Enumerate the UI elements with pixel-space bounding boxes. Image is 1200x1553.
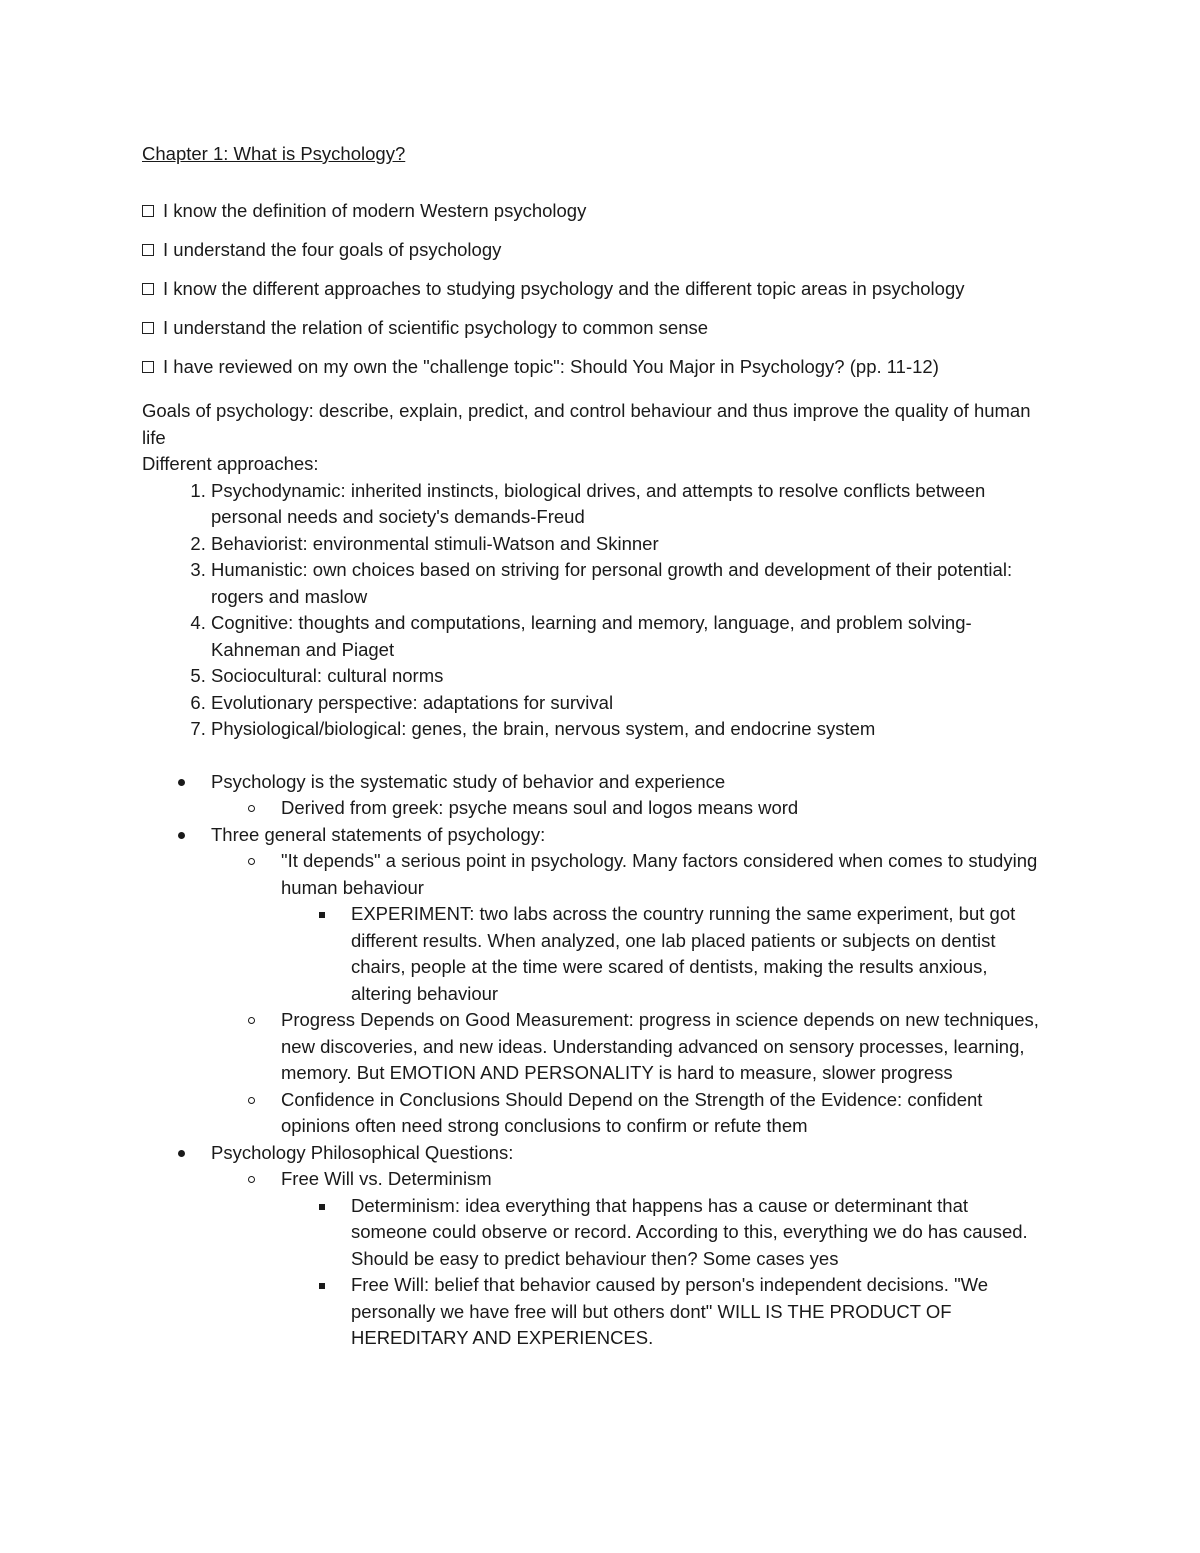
detail-bullet-item [281,1272,1042,1352]
document-page [142,140,1042,1352]
sub-bullet-item [211,1087,1042,1140]
sub-bullet-text: Progress Depends on Good Measurement: progress in science depends on new techniques, new discoveries, and new ideas. Understanding advanced on sensory processes, learning, memory. But EMOTION AND PERSONALITY is hard to measure, slower progress [281,1009,1039,1083]
approach-item: 5. Sociocultural: cultural norms [211,663,1042,690]
checklist-item-label: I understand the four goals of psychology [163,239,502,260]
sub-bullet-text: Confidence in Conclusions Should Depend on the Strength of the Evidence: confident opinions often need strong conclusions to confirm or refute them [281,1088,983,1136]
approaches-heading: Different approaches: [142,453,319,474]
checkbox-icon [142,244,154,256]
checklist-item [142,237,1042,263]
bullet-text: Psychology Philosophical Questions: [211,1141,514,1163]
detail-bullet-text: EXPERIMENT: two labs across the country running the same experiment, but got different results. When analyzed, one lab placed patients or subjects on dentist chairs, people at the time were scared of dentists, making the results anxious, altering behaviour [351,903,1016,1004]
bullet-circle-icon [248,1097,255,1104]
bullet-item [142,822,1042,1140]
checklist-item-label: I know the definition of modern Western psychology [163,200,587,221]
bullet-square-icon [319,1204,325,1210]
detail-bullet-item [281,1193,1042,1273]
checkbox-icon [142,361,154,373]
checklist-item-label: I have reviewed on my own the "challenge topic": Should You Major in Psychology? (pp. 11-12) [163,356,939,377]
approach-item: 6. Evolutionary perspective: adaptations for survival [211,690,1042,717]
bullet-square-icon [319,1283,325,1289]
bullet-disc-icon [178,779,185,786]
bullet-text: Psychology is the systematic study of behavior and experience [211,770,726,792]
checkbox-icon [142,322,154,334]
bullet-circle-icon [248,805,255,812]
bullet-circle-icon [248,1176,255,1183]
sub-bullet-item [211,795,1042,822]
checklist [142,198,1042,380]
approach-item: 2. Behaviorist: environmental stimuli-Watson and Skinner [211,531,1042,558]
bullet-circle-icon [248,1017,255,1024]
sub-bullet-item [211,1007,1042,1087]
checkbox-icon [142,205,154,217]
goals-paragraph: Goals of psychology: describe, explain, predict, and control behaviour and thus improve the quality of human life [142,400,1031,448]
approach-item: 3. Humanistic: own choices based on striving for personal growth and development of their potential: rogers and maslow [211,557,1042,610]
checklist-item [142,198,1042,224]
sub-bullet-item [211,1166,1042,1352]
bullet-item [142,769,1042,822]
detail-bullet-item [281,901,1042,1007]
bullet-square-icon [319,912,325,918]
checklist-item [142,276,1042,302]
checklist-item [142,315,1042,341]
bullet-disc-icon [178,832,185,839]
sub-bullet-text: "It depends" a serious point in psychology. Many factors considered when comes to studying human behaviour [281,850,1038,898]
checklist-item-label: I know the different approaches to studying psychology and the different topic areas in psychology [163,278,965,299]
bullet-text: Three general statements of psychology: [211,823,546,845]
notes-bullets [142,769,1042,1352]
checklist-item [142,354,1042,380]
bullet-item [142,1140,1042,1352]
sub-bullet-text: Derived from greek: psyche means soul and logos means word [281,797,799,818]
checkbox-icon [142,283,154,295]
approach-item: 4. Cognitive: thoughts and computations, learning and memory, language, and problem solving-Kahneman and Piaget [211,610,1042,663]
bullet-circle-icon [248,858,255,865]
approach-item: 1. Psychodynamic: inherited instincts, biological drives, and attempts to resolve conflicts between personal needs and society's demands-Freud [211,478,1042,531]
bullet-disc-icon [178,1150,185,1157]
detail-bullet-text: Free Will: belief that behavior caused by person's independent decisions. "We personally we have free will but others dont" WILL IS THE PRODUCT OF HEREDITARY AND EXPERIENCES. [351,1274,989,1348]
approach-item: 7. Physiological/biological: genes, the brain, nervous system, and endocrine system [211,716,1042,743]
detail-bullet-text: Determinism: idea everything that happens has a cause or determinant that someone could observe or record. According to this, everything we do has caused. Should be easy to predict behaviour then? Some cases yes [351,1194,1028,1269]
approaches-list [142,478,1042,743]
sub-bullet-text: Free Will vs. Determinism [281,1168,492,1189]
sub-bullet-item [211,848,1042,1007]
checklist-item-label: I understand the relation of scientific psychology to common sense [163,317,709,338]
page-title: Chapter 1: What is Psychology? [142,143,406,164]
